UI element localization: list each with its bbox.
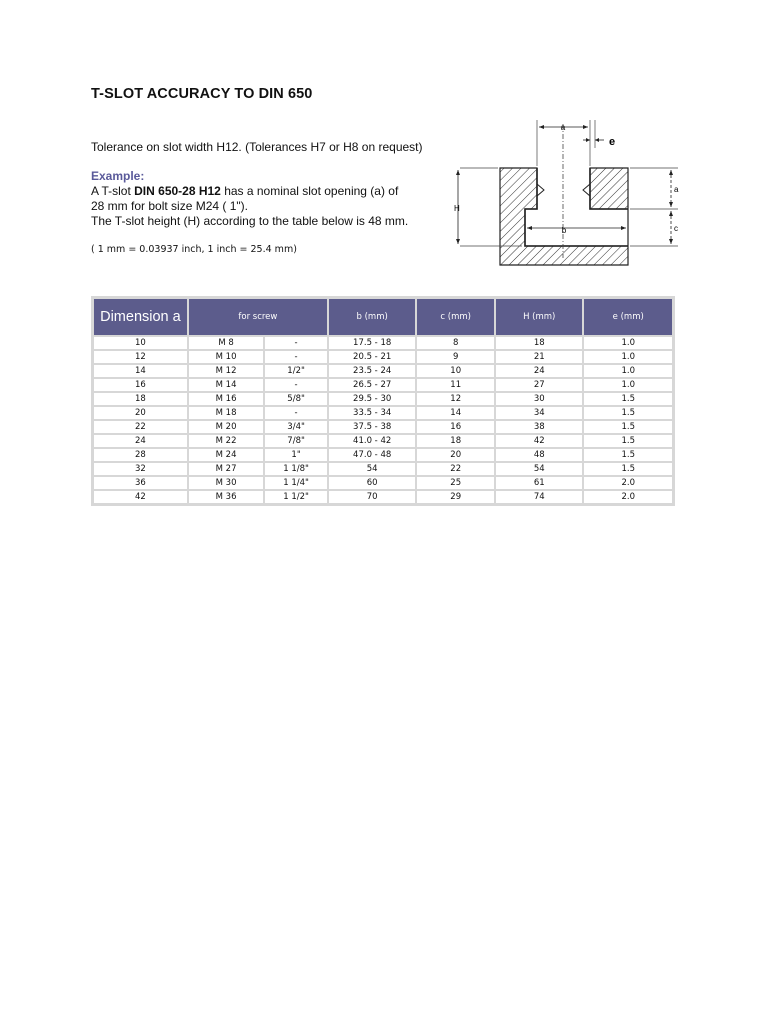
cell-screw-inch: 1/2" <box>265 365 327 377</box>
cell-screw-metric: M 36 <box>189 491 263 503</box>
cell-e: 1.0 <box>584 365 672 377</box>
cell-dimension-a: 28 <box>94 449 187 461</box>
cell-c: 14 <box>417 407 494 419</box>
cell-dimension-a: 24 <box>94 435 187 447</box>
table-row <box>94 491 672 503</box>
cell-c: 22 <box>417 463 494 475</box>
cell-e: 1.5 <box>584 463 672 475</box>
cell-screw-inch: 1 1/2" <box>265 491 327 503</box>
cell-screw-metric: M 20 <box>189 421 263 433</box>
header-H: H (mm) <box>496 299 583 335</box>
page-title: T-SLOT ACCURACY TO DIN 650 <box>91 86 313 102</box>
label-a-top: a <box>560 123 566 132</box>
cell-c: 25 <box>417 477 494 489</box>
dimension-table <box>92 297 674 505</box>
cell-screw-metric: M 8 <box>189 337 263 349</box>
cell-screw-metric: M 30 <box>189 477 263 489</box>
cell-screw-inch: 3/4" <box>265 421 327 433</box>
cell-c: 8 <box>417 337 494 349</box>
cell-H: 24 <box>496 365 583 377</box>
cell-H: 21 <box>496 351 583 363</box>
cell-dimension-a: 10 <box>94 337 187 349</box>
table-row <box>94 449 672 461</box>
table-row <box>94 421 672 433</box>
cell-screw-inch: - <box>265 407 327 419</box>
cell-dimension-a: 22 <box>94 421 187 433</box>
cell-H: 61 <box>496 477 583 489</box>
cell-b: 70 <box>329 491 416 503</box>
cell-e: 1.0 <box>584 379 672 391</box>
label-e: e <box>609 136 616 148</box>
cell-H: 74 <box>496 491 583 503</box>
cell-c: 9 <box>417 351 494 363</box>
t-slot-diagram <box>452 118 682 270</box>
example-heading: Example: <box>91 169 145 183</box>
cell-screw-inch: 1 1/8" <box>265 463 327 475</box>
cell-screw-metric: M 22 <box>189 435 263 447</box>
cell-b: 23.5 - 24 <box>329 365 416 377</box>
table-row <box>94 393 672 405</box>
header-for-screw: for screw <box>189 299 327 335</box>
cell-screw-inch: - <box>265 337 327 349</box>
label-b: b <box>561 226 567 235</box>
cell-b: 54 <box>329 463 416 475</box>
cell-H: 48 <box>496 449 583 461</box>
cell-H: 18 <box>496 337 583 349</box>
cell-screw-metric: M 10 <box>189 351 263 363</box>
cell-screw-metric: M 12 <box>189 365 263 377</box>
cell-e: 2.0 <box>584 477 672 489</box>
table-row <box>94 379 672 391</box>
cell-b: 41.0 - 42 <box>329 435 416 447</box>
cell-H: 30 <box>496 393 583 405</box>
cell-e: 1.0 <box>584 337 672 349</box>
cell-b: 29.5 - 30 <box>329 393 416 405</box>
cell-e: 1.5 <box>584 393 672 405</box>
cell-screw-metric: M 18 <box>189 407 263 419</box>
cell-b: 47.0 - 48 <box>329 449 416 461</box>
cell-dimension-a: 20 <box>94 407 187 419</box>
cell-b: 37.5 - 38 <box>329 421 416 433</box>
cell-dimension-a: 12 <box>94 351 187 363</box>
cell-e: 2.0 <box>584 491 672 503</box>
header-b: b (mm) <box>329 299 416 335</box>
example-designation: DIN 650-28 H12 <box>134 184 221 198</box>
table-header-row <box>94 299 672 335</box>
table-row <box>94 407 672 419</box>
t-slot-profile <box>500 168 628 265</box>
table-row <box>94 365 672 377</box>
cell-dimension-a: 16 <box>94 379 187 391</box>
cell-screw-inch: - <box>265 351 327 363</box>
cell-c: 16 <box>417 421 494 433</box>
table-body <box>94 337 672 503</box>
cell-c: 20 <box>417 449 494 461</box>
cell-dimension-a: 36 <box>94 477 187 489</box>
cell-screw-metric: M 16 <box>189 393 263 405</box>
cell-screw-inch: - <box>265 379 327 391</box>
table-row <box>94 463 672 475</box>
cell-screw-metric: M 24 <box>189 449 263 461</box>
cell-b: 20.5 - 21 <box>329 351 416 363</box>
table-row <box>94 435 672 447</box>
unit-conversion-note: ( 1 mm = 0.03937 inch, 1 inch = 25.4 mm) <box>91 244 297 255</box>
dimension-table-frame <box>91 296 675 506</box>
table-row <box>94 337 672 349</box>
cell-H: 42 <box>496 435 583 447</box>
header-dimension: Dimension a <box>94 299 187 335</box>
label-c: c <box>674 224 678 233</box>
cell-c: 29 <box>417 491 494 503</box>
cell-H: 34 <box>496 407 583 419</box>
cell-screw-inch: 7/8" <box>265 435 327 447</box>
cell-b: 17.5 - 18 <box>329 337 416 349</box>
cell-c: 12 <box>417 393 494 405</box>
table-row <box>94 477 672 489</box>
cell-screw-metric: M 14 <box>189 379 263 391</box>
cell-e: 1.5 <box>584 407 672 419</box>
header-c: c (mm) <box>417 299 494 335</box>
example-line-1-prefix: A T-slot <box>91 184 135 198</box>
cell-screw-metric: M 27 <box>189 463 263 475</box>
example-line-2: 28 mm for bolt size M24 ( 1"). <box>91 199 248 213</box>
cell-dimension-a: 18 <box>94 393 187 405</box>
example-line-3: The T-slot height (H) according to the table below is 48 mm. <box>91 214 409 228</box>
cell-c: 18 <box>417 435 494 447</box>
cell-e: 1.5 <box>584 449 672 461</box>
label-a-right: a <box>674 185 679 194</box>
cell-e: 1.5 <box>584 435 672 447</box>
table-row <box>94 351 672 363</box>
cell-H: 38 <box>496 421 583 433</box>
cell-b: 33.5 - 34 <box>329 407 416 419</box>
cell-c: 10 <box>417 365 494 377</box>
intro-section <box>91 140 456 257</box>
cell-b: 26.5 - 27 <box>329 379 416 391</box>
cell-dimension-a: 42 <box>94 491 187 503</box>
cell-e: 1.0 <box>584 351 672 363</box>
cell-H: 54 <box>496 463 583 475</box>
cell-e: 1.5 <box>584 421 672 433</box>
cell-screw-inch: 1" <box>265 449 327 461</box>
example-line-1 <box>91 184 456 199</box>
header-e: e (mm) <box>584 299 672 335</box>
cell-dimension-a: 32 <box>94 463 187 475</box>
label-H: H <box>454 204 460 213</box>
cell-dimension-a: 14 <box>94 365 187 377</box>
cell-screw-inch: 1 1/4" <box>265 477 327 489</box>
cell-b: 60 <box>329 477 416 489</box>
tolerance-text: Tolerance on slot width H12. (Tolerances H7 or H8 on request) <box>91 140 423 154</box>
cell-c: 11 <box>417 379 494 391</box>
cell-H: 27 <box>496 379 583 391</box>
example-line-1-suffix: has a nominal slot opening (a) of <box>220 184 399 198</box>
cell-screw-inch: 5/8" <box>265 393 327 405</box>
